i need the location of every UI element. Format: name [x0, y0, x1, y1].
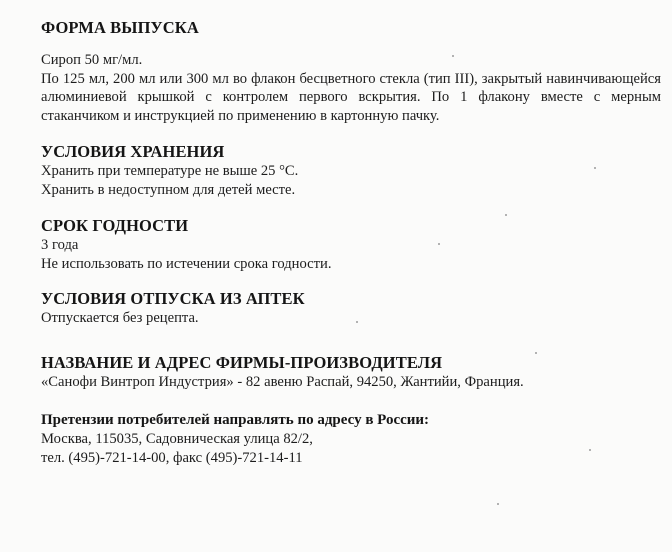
claims-heading: Претензии потребителей направлять по адресу в России: [41, 412, 430, 428]
scan-speck [535, 352, 537, 354]
manufacturer-address: «Санофи Винтроп Индустрия» - 82 авеню Распай, 94250, Жантийи, Франция. [41, 374, 524, 390]
claims-section [41, 411, 661, 467]
shelf-life-section [41, 216, 661, 273]
storage-section [41, 142, 661, 199]
shelf-life-value: 3 года [41, 237, 79, 253]
dispensing-heading: УСЛОВИЯ ОТПУСКА ИЗ АПТЕК [41, 289, 305, 308]
claims-address: Москва, 115035, Садовническая улица 82/2, [41, 431, 313, 447]
scan-speck [497, 503, 499, 505]
scan-speck [438, 243, 440, 245]
shelf-life-heading: СРОК ГОДНОСТИ [41, 216, 189, 235]
storage-heading: УСЛОВИЯ ХРАНЕНИЯ [41, 142, 225, 161]
scan-speck [505, 214, 507, 216]
manufacturer-heading: НАЗВАНИЕ И АДРЕС ФИРМЫ-ПРОИЗВОДИТЕЛЯ [41, 353, 443, 372]
release-form-line: Сироп 50 мг/мл. [41, 52, 143, 68]
scan-speck [594, 167, 596, 169]
release-form-section [41, 18, 661, 125]
dispensing-section [41, 289, 661, 328]
storage-line-children: Хранить в недоступном для детей месте. [41, 181, 296, 198]
release-form-paragraph: По 125 мл, 200 мл или 300 мл во флакон бесцветного стекла (тип III), закрытый навинчивающейся алюминиевой крышкой с контролем первого вскрытия. По 1 флакону вместе с мерным стаканчиком и инструкцией по применению в картонную пачку. [41, 70, 661, 124]
shelf-life-note: Не использовать по истечении срока годности. [41, 255, 332, 272]
dispensing-line: Отпускается без рецепта. [41, 310, 199, 326]
scan-speck [452, 55, 454, 57]
claims-phones: тел. (495)-721-14-00, факс (495)-721-14-11 [41, 449, 303, 466]
scan-speck [356, 321, 358, 323]
release-form-heading: ФОРМА ВЫПУСКА [41, 18, 199, 37]
release-form-body [41, 51, 661, 125]
scan-speck [589, 449, 591, 451]
storage-line-temperature: Хранить при температуре не выше 25 °С. [41, 163, 299, 179]
manufacturer-section [41, 353, 661, 392]
